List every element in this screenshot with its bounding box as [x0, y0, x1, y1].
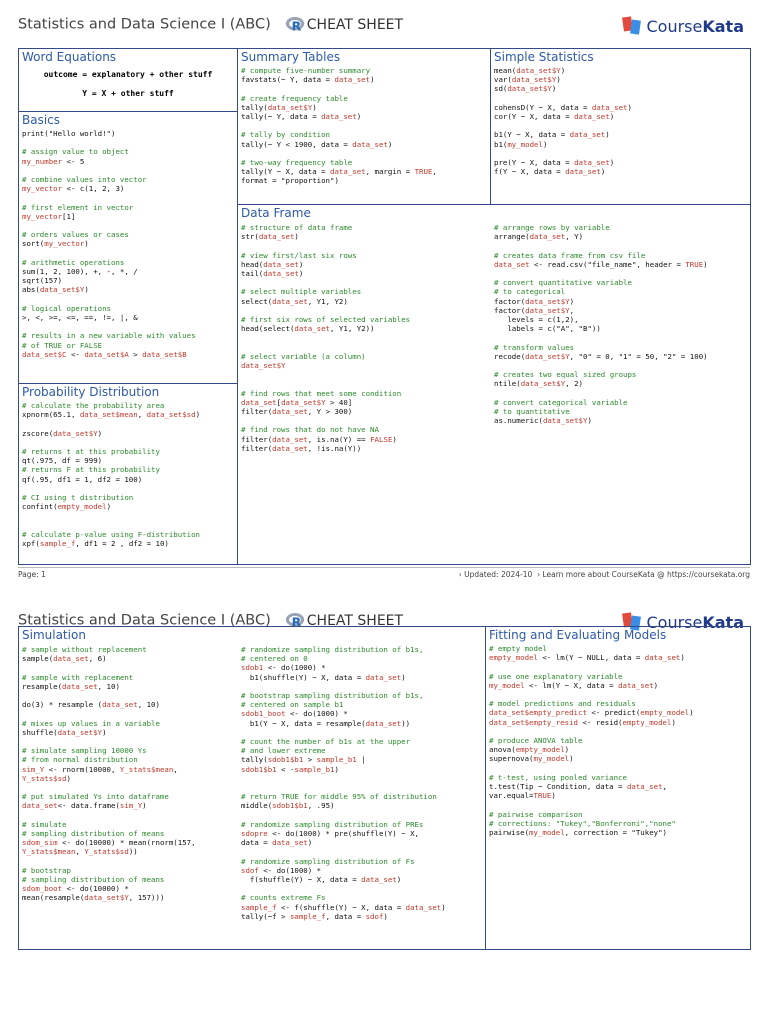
code-line [241, 278, 410, 287]
simple-statistics-code [491, 64, 750, 176]
brand-course: Course [646, 16, 703, 36]
brand-course: Course [646, 612, 703, 632]
code-line: levels = c(1,2), [494, 315, 579, 325]
code-line: # calculate the probability area [22, 401, 165, 410]
code-line: tally(sdob1$b1 > sample_b1 | [241, 755, 366, 765]
code-line [241, 884, 446, 893]
code-line: data = data_set) [241, 838, 313, 848]
code-line [22, 138, 234, 147]
code-line [241, 343, 410, 352]
code-line [494, 269, 708, 278]
code-line: as.numeric(data_set$Y) [494, 416, 592, 426]
code-line: b1(Y ~ X, data = data_set) [494, 130, 610, 140]
code-line: # sampling distribution of means [22, 875, 165, 885]
cheat-sheet-label: CHEAT SHEET [306, 16, 404, 33]
r-logo [285, 16, 403, 33]
code-line: # randomize sampling distribution of PREs [241, 819, 424, 829]
code-line: do(3) * resample (data_set, 10) [22, 700, 160, 710]
code-line: sdof <- do(1000) * [241, 865, 322, 875]
summary-tables-section [237, 48, 491, 205]
code-line: labels = c("A", "B")) [494, 324, 601, 334]
code-line [241, 306, 410, 315]
code-line: sdopre <- do(1000) * pre(shuffle(Y) ~ X, [241, 829, 419, 839]
section-title: Data Frame [241, 206, 311, 220]
code-line: tally(data_set$Y) [241, 102, 317, 112]
code-line: sim_Y <- rnorm(10000, Y_stats$mean, [22, 764, 178, 774]
code-line: # returns F at this probability [22, 465, 160, 475]
summary-tables-code [238, 64, 490, 186]
footer-links [459, 570, 750, 579]
code-line: # first six rows of selected variables [241, 315, 411, 325]
code-line [489, 690, 747, 699]
code-line: # count the number of b1s at the upper [241, 737, 411, 747]
coursekata-logo-icon [621, 14, 643, 38]
code-line: confint(empty_model) [22, 502, 112, 512]
cheat-sheet-label: CHEAT SHEET [306, 612, 404, 629]
code-line [241, 333, 410, 342]
code-line: tally(~ Y < 1900, data = data_set) [241, 139, 393, 149]
title-text: Statistics and Data Science I (ABC) [18, 612, 271, 629]
code-line: # produce ANOVA table [489, 736, 583, 746]
code-line: # bootstrap [22, 865, 71, 875]
code-line: factor(data_set$Y, [494, 305, 575, 315]
coursekata-logo [621, 14, 745, 38]
code-line: head(data_set) [241, 259, 304, 269]
code-line: b1(Y ~ X, data = resample(data_set)) [241, 718, 411, 728]
code-line: # arrange rows by variable [494, 223, 610, 232]
code-line [494, 121, 747, 130]
code-line: # structure of data frame [241, 223, 353, 232]
code-line: favstats(~ Y, data = data_set) [241, 75, 375, 85]
code-line: # randomize sampling distribution of b1s, [241, 645, 424, 654]
code-line: # two-way frequency table [241, 158, 353, 168]
code-line [494, 361, 708, 370]
code-line [494, 94, 747, 103]
code-line: abs(data_set$Y) [22, 285, 89, 295]
code-line: # select variable (a column) [241, 351, 366, 361]
code-line: filter(data_set, Y > 300) [241, 407, 353, 417]
code-line: data_set$empty_resid <- resid(empty_model) [489, 717, 676, 727]
code-line: # convert categorical variable [494, 397, 628, 407]
code-line [241, 416, 410, 425]
code-line: tail(data_set) [241, 269, 304, 279]
code-line: # centered on 0 [241, 654, 308, 664]
code-line: str(data_set) [241, 232, 299, 242]
code-line: # find rows that do not have NA [241, 425, 379, 435]
code-line [241, 682, 446, 691]
brand-kata: Kata [702, 612, 744, 632]
code-line: select(data_set, Y1, Y2) [241, 296, 348, 306]
code-line: supernova(my_model) [489, 754, 574, 764]
code-line [22, 221, 234, 230]
code-line [241, 121, 487, 130]
code-line: sort(my_vector) [22, 239, 89, 249]
code-line [241, 379, 410, 388]
code-line: # mixes up values in a variable [22, 718, 160, 728]
code-line: empty_model <- lm(Y ~ NULL, data = data_set) [489, 653, 685, 663]
fitting-models-code [486, 642, 750, 837]
code-line: # calculate p-value using F-distribution [22, 529, 200, 539]
code-line: pairwise(my_model, correction = "Tukey") [489, 828, 667, 838]
code-line: # tally by condition [241, 130, 330, 140]
code-line: xpnorm(65.1, data_set$mean, data_set$sd) [22, 410, 201, 420]
code-line: Y_stats$mean, Y_stats$sd)) [22, 847, 138, 857]
code-line: # creates data frame from csv file [494, 250, 646, 260]
data-frame-code-left [238, 221, 413, 453]
code-line [22, 295, 234, 304]
code-line [22, 857, 196, 866]
word-equation-2: Y = X + other stuff [82, 89, 174, 98]
code-line: sample(data_set, 6) [22, 654, 107, 664]
code-line: data_set$C <- data_set$A > data_set$B [22, 349, 187, 359]
code-line: filter(data_set, is.na(Y) == FALSE) [241, 434, 397, 444]
code-line: b1(shuffle(Y) ~ X, data = data_set) [241, 672, 406, 682]
code-line [489, 662, 747, 671]
code-line [494, 149, 747, 158]
code-line [22, 419, 234, 428]
code-line: # transform values [494, 342, 575, 352]
code-line: mean(data_set$Y) [494, 66, 566, 75]
code-line: sdob1 <- do(1000) * [241, 663, 326, 673]
code-line: arrange(data_set, Y) [494, 232, 584, 242]
code-line: sample_f <- f(shuffle(Y) ~ X, data = data_set) [241, 902, 446, 912]
data-frame-section [237, 204, 751, 565]
code-line: # returns t at this probability [22, 447, 160, 457]
code-line [22, 193, 234, 202]
code-line: head(select(data_set, Y1, Y2)) [241, 324, 375, 334]
code-line: # t-test, using pooled variance [489, 772, 627, 782]
code-line [22, 663, 196, 672]
code-line: # simulate sampling 10000 Ys [22, 746, 147, 756]
code-line: my_vector <- c(1, 2, 3) [22, 184, 125, 194]
code-line: b1(my_model) [494, 139, 548, 149]
probability-code [19, 399, 237, 548]
word-equation-1: outcome = explanatory + other stuff [43, 70, 213, 79]
code-line: sdob1$b1 < -sample_b1) [241, 764, 339, 774]
code-line: # to quantitative [494, 407, 570, 417]
code-line: # CI using t distribution [22, 493, 134, 503]
code-line: # convert quantitative variable [494, 278, 632, 288]
code-line: print("Hello world!") [22, 129, 116, 138]
r-logo-icon [285, 16, 305, 33]
code-line: # find rows that meet some condition [241, 388, 402, 398]
fitting-models-section [485, 626, 751, 950]
section-title: Probability Distribution [22, 385, 160, 399]
code-line: # put simulated Ys into dataframe [22, 792, 169, 802]
page-footer [18, 567, 750, 580]
code-line [489, 800, 747, 809]
code-line: # creates two equal sized groups [494, 370, 637, 380]
code-line: zscore(data_set$Y) [22, 428, 103, 438]
code-line: # corrections: "Tukey","Bonferroni","none" [489, 818, 676, 828]
code-line [22, 322, 234, 331]
section-title: Simulation [22, 628, 86, 642]
data-frame-code-right [491, 221, 711, 425]
code-line: # assign value to object [22, 147, 129, 157]
code-line: recode(data_set$Y, "0" = 0, "1" = 50, "2" = 100) [494, 351, 708, 361]
code-line [241, 370, 410, 379]
code-line: # sampling distribution of means [22, 829, 165, 839]
code-line: cor(Y ~ X, data = data_set) [494, 112, 615, 122]
section-title: Word Equations [22, 50, 117, 64]
code-line: middle(sdob1$b1, .95) [241, 801, 335, 811]
code-line [22, 783, 196, 792]
brand-kata: Kata [702, 16, 744, 36]
code-line: var.equal=TRUE) [489, 791, 556, 801]
code-line: data_set$empty_predict <- predict(empty_model) [489, 708, 694, 718]
cheat-sheet-page-2 [0, 598, 768, 1024]
code-line [241, 783, 446, 792]
code-line: # from normal distribution [22, 755, 138, 765]
basics-code [19, 127, 237, 359]
code-line: # sample with replacement [22, 672, 134, 682]
code-line [22, 438, 234, 447]
code-line [494, 333, 708, 342]
code-line: # bootstrap sampling distribution of b1s, [241, 691, 424, 701]
page-number: Page: 1 [18, 570, 46, 579]
code-line: shuffle(data_set$Y) [22, 727, 107, 737]
code-line: ntile(data_set$Y, 2) [494, 379, 584, 389]
svg-text:R: R [291, 614, 302, 629]
code-line: # randomize sampling distribution of Fs [241, 856, 415, 866]
code-line: # and lower extreme [241, 746, 326, 756]
code-line: factor(data_set$Y) [494, 296, 575, 306]
code-line: # first element in vector [22, 202, 134, 212]
code-line: # empty model [489, 644, 547, 653]
code-line: # orders values or cases [22, 230, 129, 240]
code-line: sd(data_set$Y) [494, 84, 557, 94]
code-line: # compute five-number summary [241, 66, 371, 75]
code-line: sum(1, 2, 100), +, -, *, / [22, 267, 138, 277]
section-title: Basics [22, 113, 61, 127]
code-line: qt(.975, df = 999) [22, 456, 103, 466]
code-line: tally(~ Y, data = data_set) [241, 112, 362, 122]
code-line [22, 166, 234, 175]
code-line: pre(Y ~ X, data = data_set) [494, 158, 615, 168]
code-line: qf(.95, df1 = 1, df2 = 100) [22, 474, 143, 484]
code-line: # create frequency table [241, 93, 348, 103]
code-line: Y_stats$sd) [22, 773, 71, 783]
svg-text:R: R [291, 18, 302, 33]
code-line [241, 811, 446, 820]
code-line: my_number <- 5 [22, 156, 85, 166]
code-line: # return TRUE for middle 95% of distribution [241, 792, 437, 802]
code-line: sqrt(157) [22, 276, 63, 286]
code-line: f(Y ~ X, data = data_set) [494, 167, 606, 177]
word-equations-section [18, 48, 238, 112]
code-line [22, 511, 234, 520]
code-line: var(data_set$Y) [494, 75, 561, 85]
code-line [22, 521, 234, 530]
simulation-code-left [19, 643, 199, 903]
code-line: # counts extreme Fs [241, 893, 326, 903]
code-line: t.test(Tip ~ Condition, data = data_set, [489, 782, 667, 792]
updated-date: › Updated: 2024-10 [458, 570, 533, 579]
code-line: # to categorical [494, 287, 566, 297]
code-line [241, 847, 446, 856]
code-line [489, 764, 747, 773]
section-title: Summary Tables [241, 50, 341, 64]
code-line: mean(resample(data_set$Y, 157))) [22, 893, 165, 903]
code-line: my_model <- lm(Y ~ X, data = data_set) [489, 680, 659, 690]
code-line: my_vector[1] [22, 211, 76, 221]
code-line: resample(data_set, 10) [22, 681, 120, 691]
basics-section [18, 111, 238, 384]
simulation-section [18, 626, 486, 950]
simple-statistics-section [490, 48, 751, 205]
page-title [18, 16, 403, 33]
code-line: format = "proportion") [241, 176, 339, 186]
code-line [22, 709, 196, 718]
code-line: f(shuffle(Y) ~ X, data = data_set) [241, 875, 402, 885]
code-line: tally(~f > sample_f, data = sdof) [241, 911, 388, 921]
code-line: # simulate [22, 819, 67, 829]
code-line: # of TRUE or FALSE [22, 340, 103, 350]
code-line: data_set<- data.frame(sim_Y) [22, 801, 147, 811]
code-line [22, 249, 234, 258]
section-title: Simple Statistics [494, 50, 594, 64]
page-header [18, 12, 750, 42]
code-line: # results in a new variable with values [22, 331, 196, 341]
code-line [22, 737, 196, 746]
code-line [241, 84, 487, 93]
code-line: sdom_boot <- do(10000) * [22, 884, 129, 894]
code-line [489, 727, 747, 736]
code-line: sdom_sim <- do(10000) * mean(rnorm(157, [22, 838, 196, 848]
title-text: Statistics and Data Science I (ABC) [18, 16, 271, 33]
code-line [22, 484, 234, 493]
code-line: # logical operations [22, 303, 111, 313]
code-line: data_set[data_set$Y > 40] [241, 397, 353, 407]
code-line: data_set$Y [241, 361, 286, 371]
code-line: tally(Y ~ X, data = data_set, margin = TRUE, [241, 167, 437, 177]
simulation-code-right [238, 643, 449, 921]
code-line: # arithmetic operations [22, 257, 125, 267]
code-line: filter(data_set, !is.na(Y)) [241, 443, 362, 453]
code-line [241, 241, 410, 250]
code-line: # select multiple variables [241, 287, 362, 297]
learn-more-link[interactable]: › Learn more about CourseKata @ https://coursekata.org [537, 570, 750, 579]
code-line: cohensD(Y ~ X, data = data_set) [494, 102, 632, 112]
code-line: # model predictions and residuals [489, 699, 636, 709]
code-line [22, 691, 196, 700]
code-line: sdob1_boot <- do(1000) * [241, 709, 348, 719]
section-title: Fitting and Evaluating Models [489, 628, 667, 642]
code-line [494, 389, 708, 398]
code-line [494, 241, 708, 250]
probability-distribution-section [18, 383, 238, 565]
code-line: >, <, >=, <=, ==, !=, |, & [22, 313, 138, 323]
code-line: # view first/last six rows [241, 250, 357, 260]
code-line: # sample without replacement [22, 645, 147, 654]
code-line: # centered on sample b1 [241, 700, 344, 710]
code-line [241, 774, 446, 783]
code-line [22, 811, 196, 820]
code-line: # combine values into vector [22, 175, 147, 185]
code-line [241, 728, 446, 737]
code-line: # use one explanatory variable [489, 671, 623, 681]
code-line: # pairwise comparison [489, 809, 583, 819]
code-line: anova(empty_model) [489, 745, 570, 755]
code-line: data_set <- read.csv("file_name", header = TRUE) [494, 259, 708, 269]
code-line [241, 149, 487, 158]
code-line: xpf(sample_f, df1 = 2 , df2 = 10) [22, 539, 169, 549]
